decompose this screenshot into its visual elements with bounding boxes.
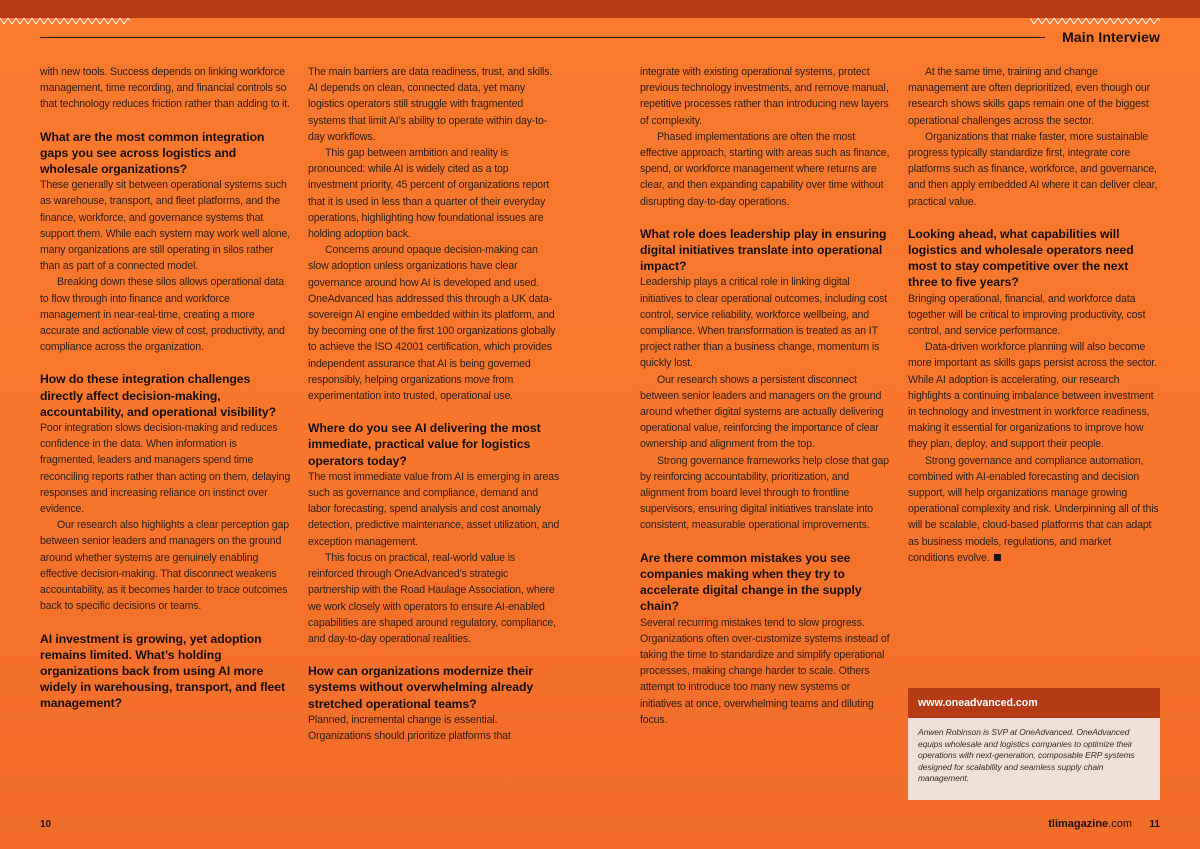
zigzag-decoration-right: [1030, 18, 1160, 24]
paragraph-text: The most immediate value from AI is emerging in areas such as governance and compliance, demand and labor forecasting, spend analysis and cost anomaly detection, predictive maintenance, asset utilization, and exception management.: [308, 470, 560, 548]
question-heading: [308, 663, 560, 712]
paragraph-text: Our research shows a persistent disconnect between senior leaders and managers on the ground around whether digital systems are actually delivering operational value, reinforcing the importance of clear ownership and alignment from the top.: [640, 373, 884, 451]
body-paragraph: [640, 64, 892, 129]
body-paragraph: [908, 64, 1160, 129]
body-paragraph: [308, 64, 560, 145]
body-paragraph: [308, 550, 560, 647]
question-text: AI investment is growing, yet adoption remains limited. What’s holding organizations back from using AI more widely in warehousing, transport, and fleet management?: [40, 631, 286, 711]
body-paragraph: [908, 291, 1160, 340]
question-heading: [40, 631, 292, 712]
body-paragraph: [640, 372, 892, 453]
paragraph-text: Phased implementations are often the most effective approach, starting with areas such as finance, spend, or workforce management where returns are clear, and then expanding capability over time without disrupting day-to-day operations.: [640, 130, 890, 208]
question-heading: [640, 226, 892, 275]
paragraph-text: At the same time, training and change management are often deprioritized, even though our research shows skills gaps remain one of the biggest operational challenges across the sector.: [908, 66, 1151, 127]
question-text: How can organizations modernize their systems without overwhelming already stretched operational teams?: [308, 664, 534, 711]
question-text: Where do you see AI delivering the most immediate, practical value for logistics operators today?: [308, 421, 541, 468]
site-url[interactable]: [1048, 818, 1132, 830]
body-paragraph: [40, 420, 292, 517]
question-text: Are there common mistakes you see companies making when they try to accelerate digital change in the supply chain?: [640, 550, 862, 614]
page-number-right: 11: [1149, 819, 1160, 830]
body-paragraph: [308, 145, 560, 242]
paragraph-text: Strong governance frameworks help close that gap by reinforcing accountability, prioritization, and alignment from board level through to frontline supervisors, ensuring digital initiatives translate into consistent, measurable operational improvements.: [640, 454, 889, 532]
body-paragraph: [908, 129, 1160, 210]
body-paragraph: [40, 517, 292, 614]
body-paragraph: [40, 64, 292, 113]
body-paragraph: [640, 615, 892, 728]
body-paragraph: [308, 469, 560, 550]
zigzag-decoration-left: [0, 18, 130, 24]
question-heading: [40, 129, 292, 178]
body-paragraph: [40, 274, 292, 355]
end-of-article-mark: [994, 554, 1001, 561]
article-column-4: [908, 64, 1160, 566]
page-number-left: 10: [40, 819, 52, 830]
paragraph-text: integrate with existing operational systems, protect previous technology investments, and remove manual, repetitive processes rather than introducing new layers of complexity.: [640, 66, 889, 127]
paragraph-text: Leadership plays a critical role in linking digital initiatives to clear operational outcomes, including cost control, service reliability, workforce wellbeing, and compliance. When transformation is treated as an IT project rather than a business change, momentum is quickly lost.: [640, 276, 888, 370]
body-paragraph: [908, 339, 1160, 452]
paragraph-text: Data-driven workforce planning will also become more important as skills gaps persist across the sector. While AI adoption is accelerating, our research highlights a continuing imbalance between investment in technology and investment in workforce readiness, making it essential for organizations to improve how they plan, deploy, and support their people.: [908, 341, 1157, 451]
question-text: Looking ahead, what capabilities will logistics and wholesale operators need most to stay competitive over the next three to five years?: [908, 226, 1134, 290]
article-column-1: [40, 64, 292, 712]
paragraph-text: Organizations that make faster, more sustainable progress typically standardize first, integrate core platforms such as finance, workforce, and governance, and then apply embedded AI where it can deliver clear, practical value.: [908, 130, 1158, 208]
body-paragraph: [40, 177, 292, 274]
author-sidebar: [908, 688, 1160, 800]
body-paragraph: [308, 712, 560, 744]
body-paragraph: [908, 453, 1160, 566]
paragraph-text: Poor integration slows decision-making and reduces confidence in the data. When information is fragmented, leaders and managers spend time reconciling reports rather than acting on them, delaying responses and increasing reliance on instinct over evidence.: [40, 422, 291, 516]
paragraph-text: This focus on practical, real-world value is reinforced through OneAdvanced’s strategic partnership with the Road Haulage Association, where we work closely with operators to ensure AI-enabled capabilities are shaped around regulatory, compliance, and day-to-day operational realities.: [308, 551, 556, 645]
paragraph-text: The main barriers are data readiness, trust, and skills. AI depends on clean, connected data, yet many logistics operators still struggle with fragmented systems that limit AI’s ability to operate within day-to-day workflows.: [308, 66, 553, 143]
paragraph-text: Several recurring mistakes tend to slow progress. Organizations often over-customize systems instead of taking the time to standardize and simplify operational processes, making change harder to scale. Others attempt to introduce too many new systems or initiatives at once, overwhelming teams and diluting focus.: [640, 616, 890, 726]
sidebar-url-link[interactable]: www.oneadvanced.com: [908, 688, 1160, 718]
paragraph-text: This gap between ambition and reality is pronounced: while AI is widely cited as a top investment priority, 45 percent of organizations report that it is used in less than a quarter of their everyday operations, highlighting how foundational issues are holding adoption back.: [308, 147, 550, 241]
site-url-tld: .com: [1108, 818, 1132, 830]
paragraph-text: Strong governance and compliance automation, combined with AI-enabled forecasting and decision support, will help organizations manage growing operational complexity and risk. Underpinning all of this will be scalable, cloud-based platforms that can adapt as business models, regulations, and market conditions evolve.: [908, 454, 1159, 564]
paragraph-text: Planned, incremental change is essential. Organizations should prioritize platforms that: [308, 713, 511, 742]
article-column-2: [308, 64, 560, 744]
question-heading: [40, 371, 292, 420]
paragraph-text: with new tools. Success depends on linking workforce management, time recording, and financial controls so that technology reduces friction rather than adding to it.: [40, 66, 290, 111]
question-heading: [308, 420, 560, 469]
question-text: What role does leadership play in ensuring digital initiatives translate into operational impact?: [640, 226, 887, 274]
question-text: What are the most common integration gaps you see across logistics and wholesale organizations?: [40, 129, 265, 177]
paragraph-text: These generally sit between operational systems such as warehouse, transport, and fleet platforms, and the finance, workforce, and governance systems that support them. While each system may work well alone, many organizations are still operating in silos rather than as part of a connected model.: [40, 179, 291, 273]
top-color-band: [0, 0, 1200, 18]
body-paragraph: [640, 129, 892, 210]
body-paragraph: [640, 453, 892, 534]
site-url-name: tlimagazine: [1048, 818, 1109, 830]
section-label: Main Interview: [1062, 29, 1160, 45]
question-heading: [640, 550, 892, 615]
article-column-3: [640, 64, 892, 728]
paragraph-text: Bringing operational, financial, and workforce data together will be critical to improving productivity, cost control, and service performance.: [908, 292, 1146, 338]
question-heading: [908, 226, 1160, 291]
header-rule: [40, 37, 1045, 38]
paragraph-text: Our research also highlights a clear perception gap between senior leaders and managers on the ground around whether systems are genuinely enabling effective decision-making. That disconnect weakens accountability, as it becomes harder to trace outcomes back to specific decisions or teams.: [40, 519, 290, 613]
paragraph-text: Concerns around opaque decision-making can slow adoption unless organizations have clear governance around how AI is developed and used. OneAdvanced has addressed this through a UK data-sovereign AI engine embedded within its platform, and by becoming one of the first 100 organizations globally to achieve the ISO 42001 certification, which provides independent assurance that AI is being governed responsibly, helping organizations move from experimentation into trusted, operational use.: [308, 244, 556, 403]
body-paragraph: [308, 242, 560, 404]
paragraph-text: Breaking down these silos allows operational data to flow through into finance and workforce management in near-real-time, creating a more accurate and actionable view of cost, productivity, and compliance across the organization.: [40, 276, 285, 354]
author-bio: Anwen Robinson is SVP at OneAdvanced. OneAdvanced equips wholesale and logistics companies to optimize their operations with next-generation, composable ERP systems designed for scalability and seamless supply chain management.: [908, 718, 1160, 800]
question-text: How do these integration challenges directly affect decision-making, accountability, and operational visibility?: [40, 372, 276, 419]
body-paragraph: [640, 274, 892, 371]
